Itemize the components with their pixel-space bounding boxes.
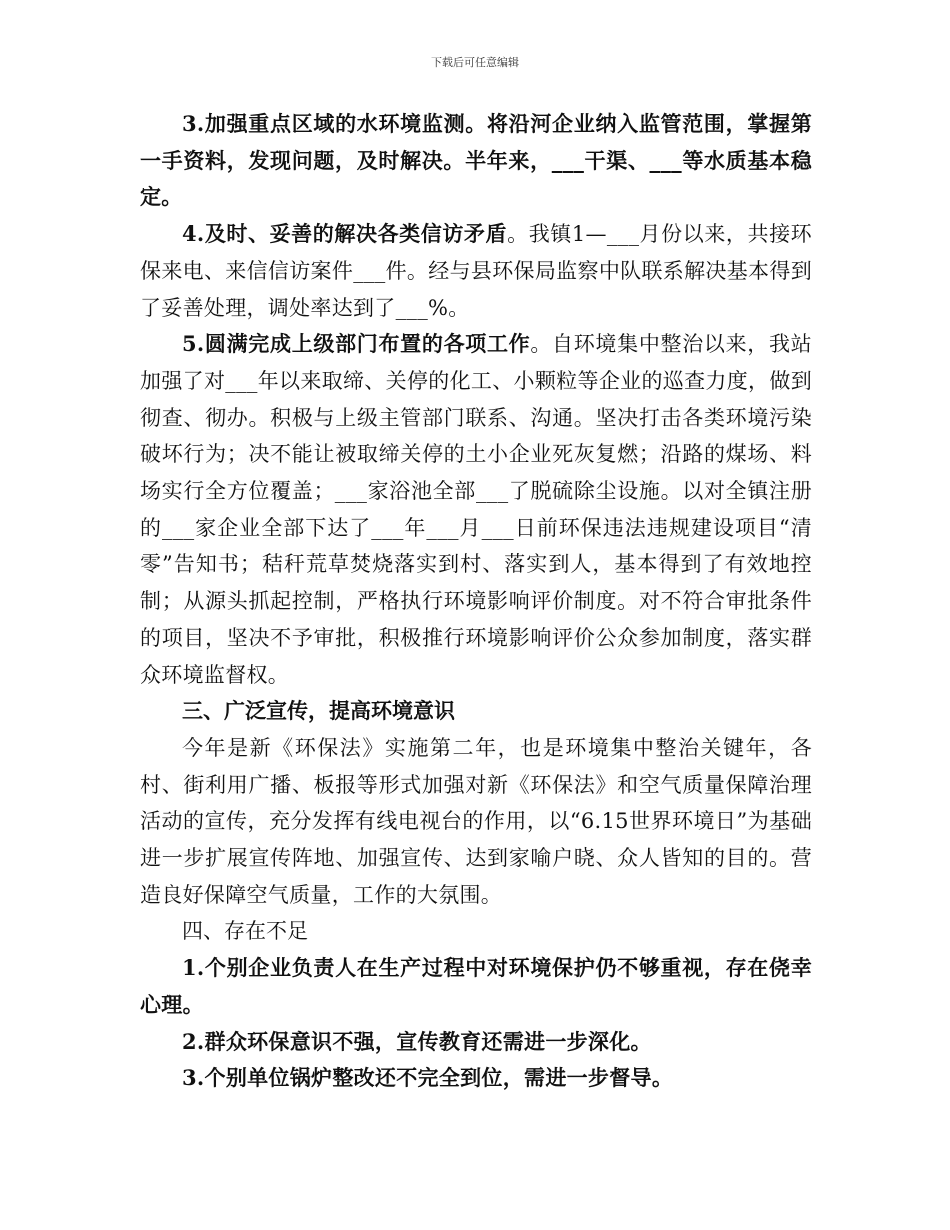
document-body	[140, 106, 812, 1097]
paragraph-water-monitoring: 3.加强重点区域的水环境监测。将沿河企业纳入监管范围，掌握第一手资料，发现问题，及时解决。半年来，___干渠、___等水质基本稳定。	[140, 111, 812, 210]
paragraph-lead: 4.及时、妥善的解决各类信访矛盾	[182, 221, 508, 247]
paragraph-body: 。我镇1—___月份以来，共接环保来电、来信信访案件___件。经与县环保局监察中队联系解决基本得到了妥善处理，调处率达到了___%。	[140, 222, 812, 320]
paragraph-petition-resolution	[140, 216, 812, 326]
paragraph-shortcoming-3: 3.个别单位锅炉整改还不完全到位，需进一步督导。	[182, 1065, 674, 1091]
paragraph-publicity: 今年是新《环保法》实施第二年，也是环境集中整治关键年，各村、街利用广播、板报等形式加强对新《环保法》和空气质量保障治理活动的宣传，充分发挥有线电视台的作用，以“6.15世界环境日”为基础进一步扩展宣传阵地、加强宣传、达到家喻户晓、众人皆知的目的。营造良好保障空气质量，工作的大氛围。	[140, 735, 812, 907]
paragraph-body: 。自环境集中整治以来，我站加强了对___年以来取缔、关停的化工、小颗粒等企业的巡查力度，做到彻查、彻办。积极与上级主管部门联系、沟通。坚决打击各类环境污染破坏行为；决不能让被取缔关停的土小企业死灰复燃；沿路的煤场、料场实行全方位覆盖；___家浴池全部___了脱硫除尘设施。以对全镇注册的___家企业全部下达了___年___月___日前环保违法违规建设项目“清零”告知书；秸秆荒草焚烧落实到村、落实到人，基本得到了有效地控制；从源头抓起控制，严格执行环境影响评价制度。对不符合审批条件的项目，坚决不予审批，积极推行环境影响评价公众参加制度，落实群众环境监督权。	[140, 332, 812, 687]
section-heading-publicity: 三、广泛宣传，提高环境意识	[182, 698, 455, 724]
paragraph-superior-tasks	[140, 326, 812, 693]
page-header: 下载后可任意编辑	[431, 56, 519, 69]
paragraph-lead: 5.圆满完成上级部门布置的各项工作	[182, 331, 531, 357]
section-heading-shortcomings: 四、存在不足	[182, 919, 308, 944]
paragraph-shortcoming-2: 2.群众环保意识不强，宣传教育还需进一步深化。	[182, 1028, 652, 1054]
paragraph-shortcoming-1: 1.个别企业负责人在生产过程中对环境保护仍不够重视，存在侥幸心理。	[140, 955, 812, 1017]
